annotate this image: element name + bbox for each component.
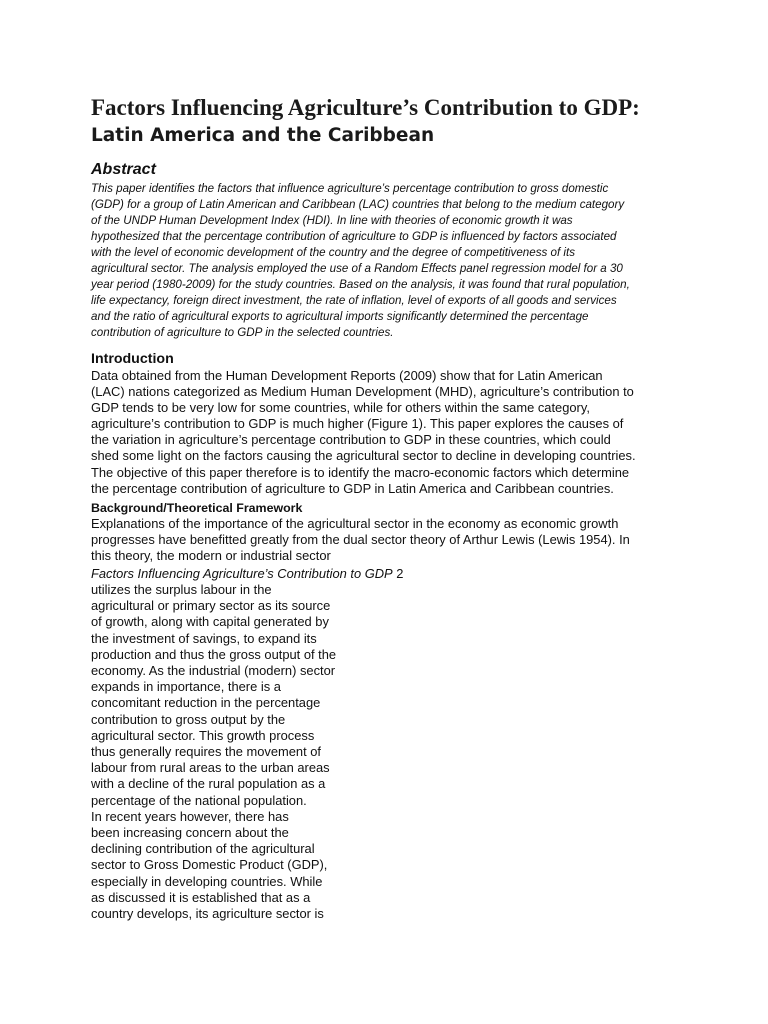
abstract-line: life expectancy, foreign direct investment, the rate of inflation, level of exports of all goods and services bbox=[91, 294, 617, 307]
running-head bbox=[91, 566, 403, 582]
abstract-line: of the UNDP Human Development Index (HDI). In line with theories of economic growth it was bbox=[91, 214, 573, 227]
column-line: labour from rural areas to the urban areas bbox=[91, 760, 330, 776]
column-line: been increasing concern about the bbox=[91, 825, 289, 841]
column-line: declining contribution of the agricultural bbox=[91, 841, 315, 857]
introduction-line: agriculture’s contribution to GDP is much higher (Figure 1). This paper explores the causes of bbox=[91, 416, 624, 432]
background-line: this theory, the modern or industrial sector bbox=[91, 548, 331, 564]
column-line: with a decline of the rural population as a bbox=[91, 776, 326, 792]
introduction-line: GDP tends to be very low for some countries, while for others within the same category, bbox=[91, 400, 590, 416]
column-line: percentage of the national population. bbox=[91, 792, 307, 808]
column-line: production and thus the gross output of the bbox=[91, 646, 337, 662]
column-line: agricultural sector. This growth process bbox=[91, 727, 315, 743]
narrow-column-text bbox=[91, 582, 336, 922]
column-line: of growth, along with capital generated by bbox=[91, 614, 329, 630]
column-line: especially in developing countries. While bbox=[91, 873, 323, 889]
column-line: as discussed it is established that as a bbox=[91, 889, 311, 905]
introduction-line: (LAC) nations categorized as Medium Human Development (MHD), agriculture’s contribution to bbox=[91, 384, 634, 400]
background-heading: Background/Theoretical Framework bbox=[91, 501, 303, 515]
abstract-line: (GDP) for a group of Latin American and Caribbean (LAC) countries that belong to the medium category bbox=[91, 198, 625, 211]
paper-title: Factors Influencing Agriculture’s Contribution to GDP: bbox=[91, 95, 640, 120]
column-line: country develops, its agriculture sector is bbox=[91, 906, 324, 922]
column-line: thus generally requires the movement of bbox=[91, 744, 322, 760]
abstract-line: This paper identifies the factors that influence agriculture’s percentage contribution to gross domestic bbox=[91, 182, 609, 195]
introduction-heading: Introduction bbox=[91, 351, 174, 367]
column-line: concomitant reduction in the percentage bbox=[91, 695, 321, 711]
column-line: economy. As the industrial (modern) sector bbox=[91, 663, 336, 679]
introduction-line: Data obtained from the Human Development Reports (2009) show that for Latin American bbox=[91, 368, 603, 383]
running-head-title: Factors Influencing Agriculture’s Contribution to GDP bbox=[91, 566, 393, 581]
column-line: the investment of savings, to expand its bbox=[91, 630, 317, 646]
column-line: utilizes the surplus labour in the bbox=[91, 582, 272, 597]
background-line: progresses have benefitted greatly from the dual sector theory of Arthur Lewis (Lewis 1954). In bbox=[91, 532, 630, 548]
abstract-line: year period (1980-2009) for the study countries. Based on the analysis, it was found that rural population, bbox=[91, 278, 630, 291]
abstract-line: agricultural sector. The analysis employed the use of a Random Effects panel regression model for a 30 bbox=[91, 262, 623, 275]
introduction-line: the percentage contribution of agriculture to GDP in Latin America and Caribbean countries. bbox=[91, 480, 614, 496]
column-line: sector to Gross Domestic Product (GDP), bbox=[91, 857, 328, 873]
paper-subtitle: Latin America and the Caribbean bbox=[91, 125, 435, 146]
abstract-line: hypothesized that the percentage contribution of agriculture to GDP is influenced by factors associated bbox=[91, 230, 617, 243]
page-number: 2 bbox=[396, 566, 404, 581]
introduction-line: The objective of this paper therefore is to identify the macro-economic factors which determine bbox=[91, 464, 630, 480]
abstract-line: with the level of economic development of the country and the degree of competitiveness of its bbox=[91, 246, 575, 259]
introduction-line: shed some light on the factors causing the agricultural sector to decline in developing countries. bbox=[91, 448, 636, 464]
abstract-heading: Abstract bbox=[91, 161, 156, 178]
column-line: contribution to gross output by the bbox=[91, 711, 286, 727]
column-line: In recent years however, there has bbox=[91, 808, 289, 824]
abstract-line: contribution of agriculture to GDP in the selected countries. bbox=[91, 326, 394, 339]
abstract-body bbox=[91, 181, 630, 341]
background-body bbox=[91, 516, 630, 564]
abstract-line: and the ratio of agricultural exports to agricultural imports significantly determined the percentage bbox=[91, 310, 589, 323]
column-line: expands in importance, there is a bbox=[91, 679, 281, 695]
column-line: agricultural or primary sector as its source bbox=[91, 598, 331, 614]
introduction-body bbox=[91, 368, 636, 497]
background-line: Explanations of the importance of the agricultural sector in the economy as economic growth bbox=[91, 516, 619, 531]
introduction-line: the variation in agriculture’s percentage contribution to GDP in these countries, which could bbox=[91, 432, 611, 448]
